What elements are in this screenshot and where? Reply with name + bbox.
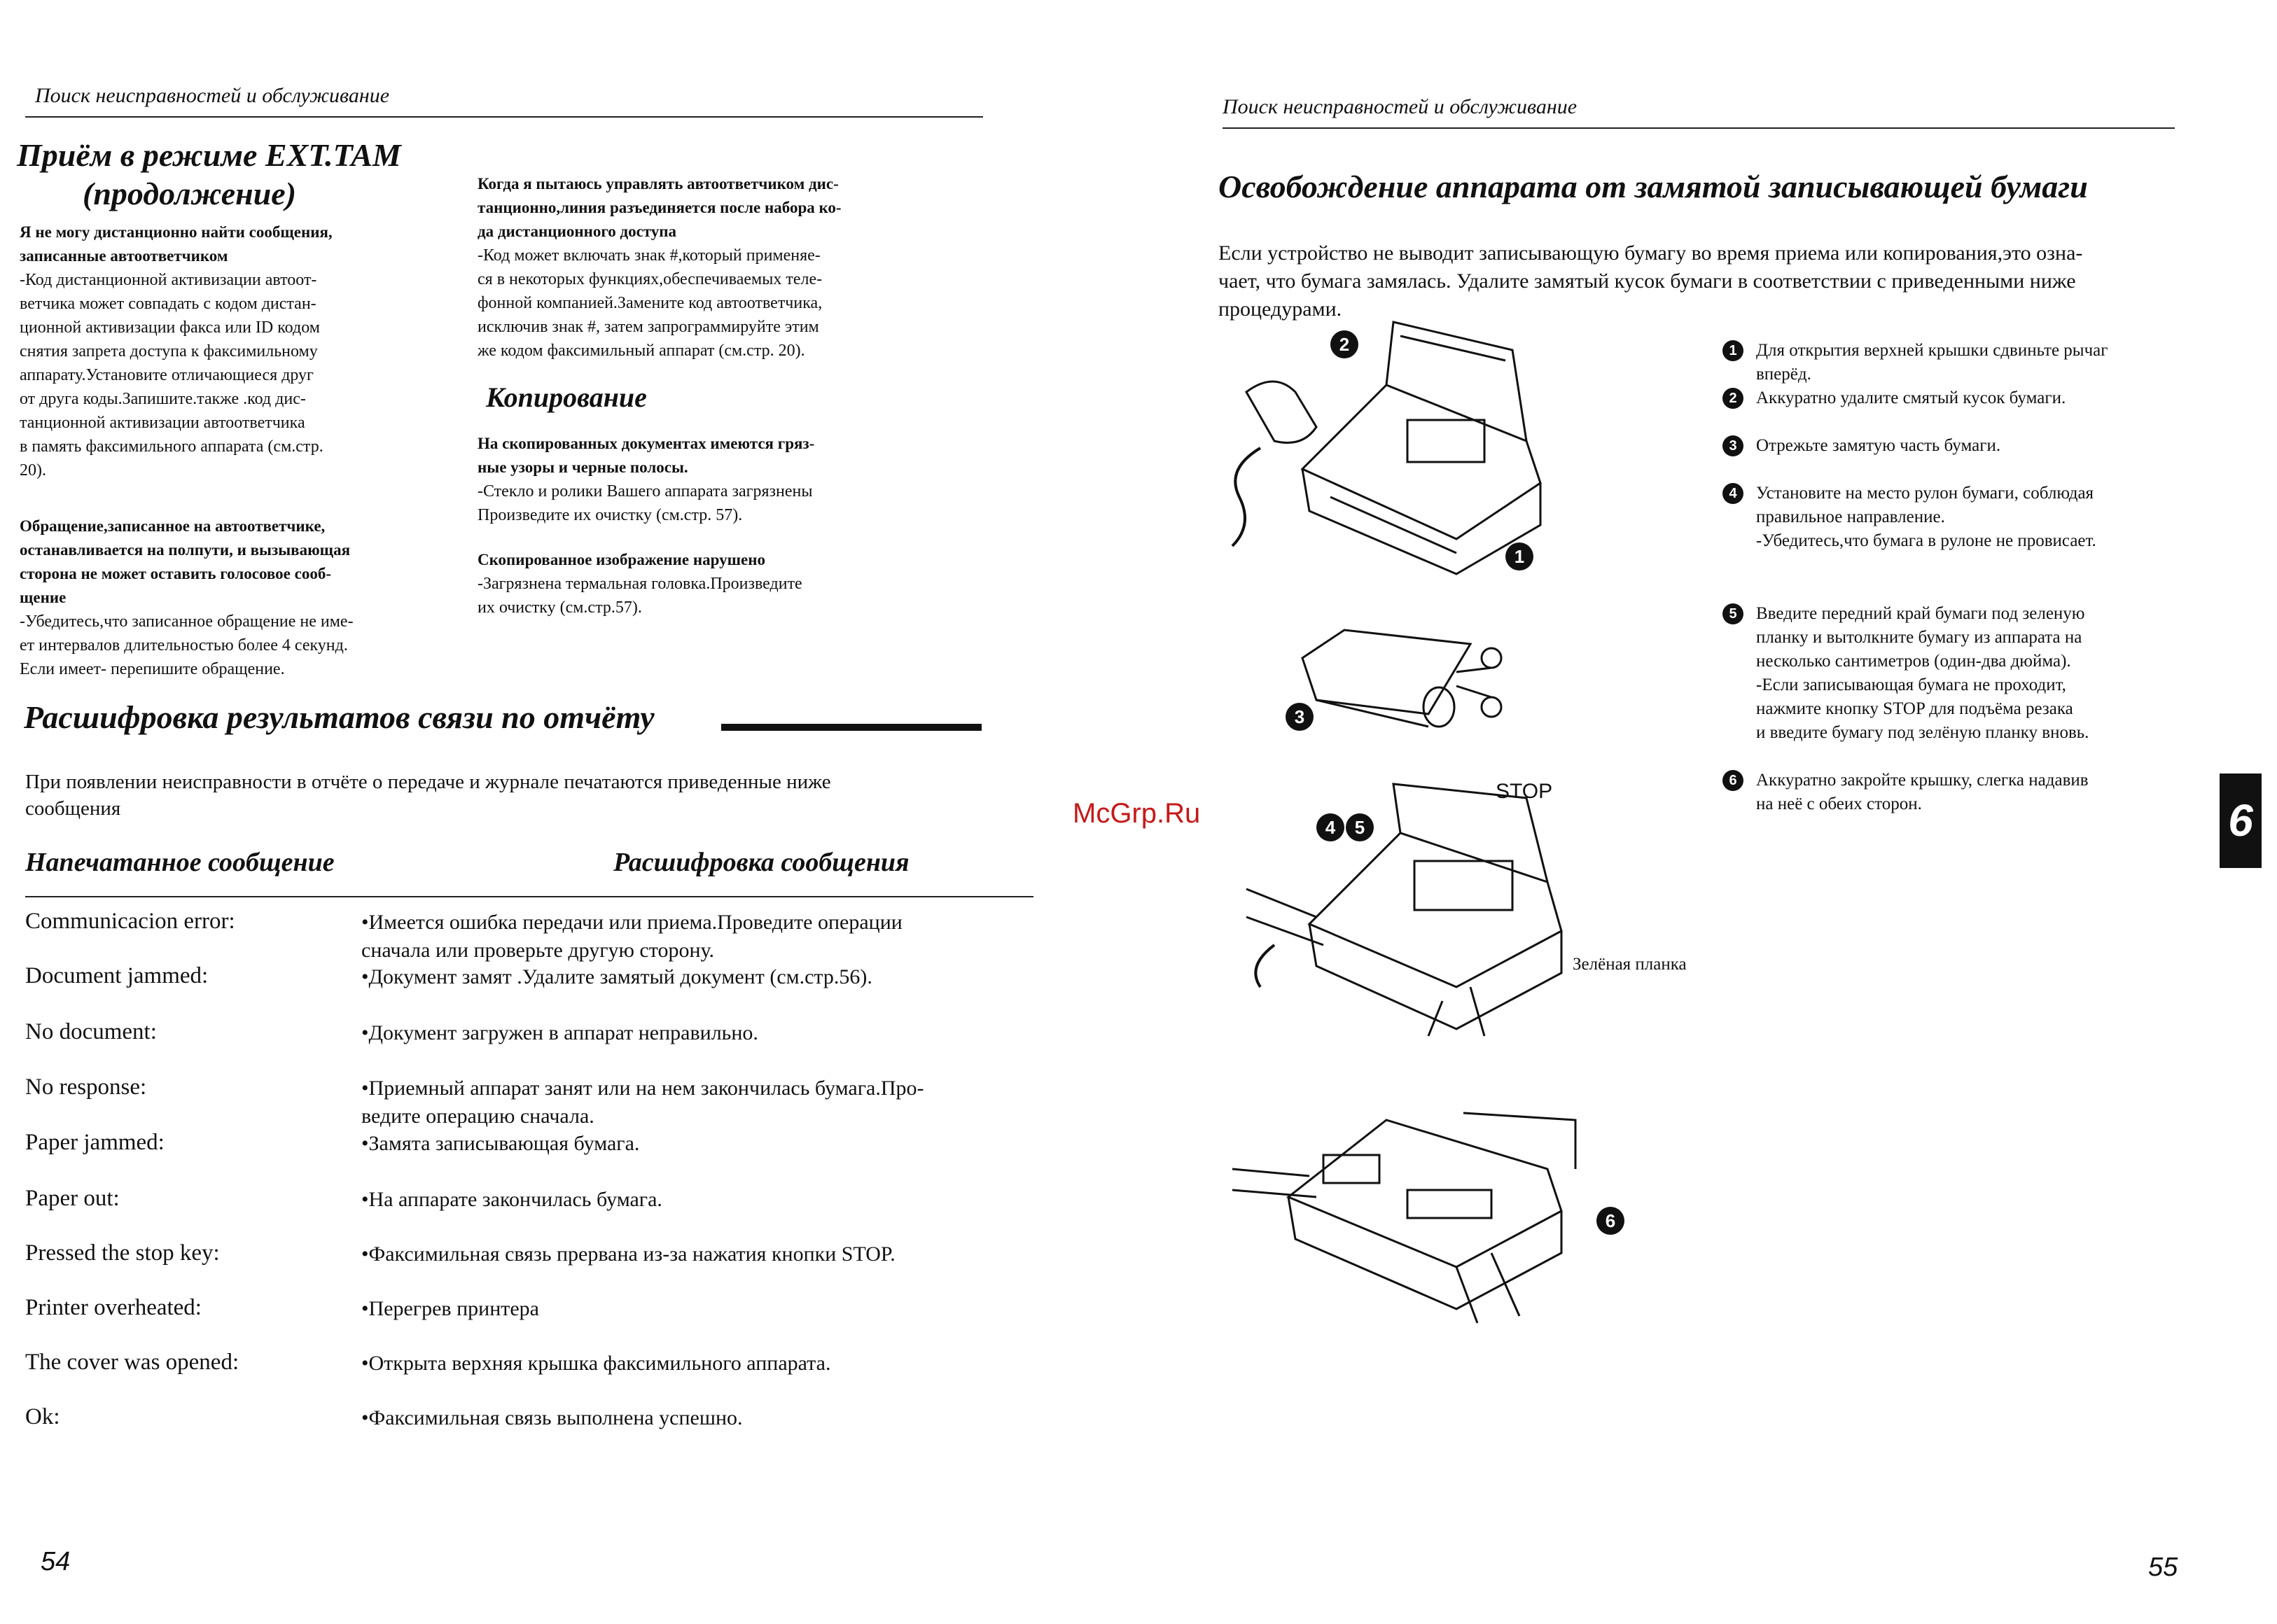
section-title-copying: Копирование <box>486 382 647 413</box>
step-number: 2 <box>1722 388 1743 409</box>
illustration-close-cover <box>1225 1106 1589 1330</box>
illustration-green-bar <box>1232 777 1582 1043</box>
step-number: 4 <box>1722 483 1743 504</box>
step-number: 5 <box>1722 603 1743 624</box>
paper-jam-intro: Если устройство не выводит записывающую бумагу во время приема или копирования,это озна- чает, что бумага замялась. Удалите замятый кусок бумаги в соответствии с приведенными ниже процедурами. <box>1218 241 2083 321</box>
step-number: 1 <box>1722 340 1743 361</box>
left-column-2 <box>478 172 940 620</box>
section-title-paper-jam: Освобождение аппарата от замятой записывающей бумаги <box>1218 169 2088 204</box>
step-2: 2 Аккуратно удалите смятый кусок бумаги. <box>1722 386 2246 410</box>
step-3: 3 Отрежьте замятую часть бумаги. <box>1722 434 2246 458</box>
question-heading-distorted-copy: Скопированное изображение нарушено <box>478 551 765 568</box>
answer-greeting-stops: -Убедитесь,что записанное обращение не име- ет интервалов длительностью более 4 секунд. Если имеет- перепишите обращение. <box>20 612 354 678</box>
step-1: 1 Для открытия верхней крышки сдвиньте рычаг вперёд. <box>1722 339 2246 386</box>
section-title-ext-tam-continued: (продолжение) <box>83 176 297 211</box>
left-header-rule <box>25 116 983 118</box>
step-5: 5 Введите передний край бумаги под зеленую планку и вытолкните бумагу из аппарата на несколько сантиметров (один-два дюйма). -Если записывающая бумага не проходит, нажмите кнопку STOP для подъёма резака и введите бумагу под зелёную планку вновь. <box>1722 602 2246 745</box>
right-page-number: 55 <box>2148 1553 2178 1582</box>
right-page-header: Поиск неисправностей и обслуживание <box>1223 95 1578 118</box>
column-header-printed-message: Напечатанное сообщение <box>25 848 335 877</box>
step-number: 6 <box>1722 770 1743 791</box>
watermark: McGrp.Ru <box>1073 798 1201 829</box>
question-heading-greeting-stops: Обращение,записанное на автоответчике, останавливается на полпути, и вызывающая сторона не может оставить голосовое сооб- щение <box>20 517 351 606</box>
table-header-rule <box>25 896 1033 897</box>
title-underline-bar <box>721 724 982 731</box>
figure-callout-1: 1 <box>1505 542 1533 570</box>
figure-callout-6: 6 <box>1596 1207 1624 1235</box>
figure-callout-2: 2 <box>1330 330 1358 358</box>
figure-callout-4: 4 <box>1316 813 1344 841</box>
step-6: 6 Аккуратно закройте крышку, слегка надавив на неё с обеих сторон. <box>1722 769 2246 816</box>
question-heading-dirty-copies: На скопированных документах имеются гряз- ные узоры и черные полосы. <box>478 435 815 476</box>
left-column-1 <box>20 220 468 681</box>
left-page-number: 54 <box>41 1547 71 1576</box>
column-header-decoded-message: Расшифровка сообщения <box>613 848 910 877</box>
answer-dirty-copies: -Стекло и ролики Вашего аппарата загрязнены Произведите их очистку (см.стр. 57). <box>478 482 813 524</box>
answer-line-disconnects: -Код может включать знак #,который применяе- ся в некоторых функциях,обеспечиваемых теле- фонной компанией.Замените код автоответчика, исключив знак #, затем запрограммируйте этим же кодом факсимильный аппарат (см.стр. 20). <box>478 246 823 360</box>
illustration-paper-roll <box>1288 616 1540 742</box>
left-page-header: Поиск неисправностей и обслуживание <box>35 84 390 107</box>
question-heading-line-disconnects: Когда я пытаюсь управлять автоответчиком дис- танционно,линия разъединяется после набора ко- да дистанционного доступа <box>478 175 842 240</box>
step-number: 3 <box>1722 435 1743 456</box>
section-title-report-decoding: Расшифровка результатов связи по отчёту <box>24 699 655 735</box>
answer-distorted-copy: -Загрязнена термальная головка.Произведите их очистку (см.стр.57). <box>478 575 802 617</box>
question-heading-remote-messages: Я не могу дистанционно найти сообщения, записанные автоответчиком <box>20 223 333 265</box>
answer-remote-messages: -Код дистанционной активизации автоот- ветчика может совпадать с кодом дистан- ционной активизации факса или ID кодом снятия запрета доступа к факсимильному аппарату.Установите отличающиеся друг от друга коды.Запишите.также .код дис- танционной активизации автоответчика в память факсимильного аппарата (см.стр. 20). <box>20 271 323 479</box>
chapter-tab: 6 <box>2220 774 2262 868</box>
right-header-rule <box>1223 127 2175 129</box>
green-bar-label: Зелёная планка <box>1573 955 1687 974</box>
figure-callout-3: 3 <box>1286 703 1314 731</box>
step-4: 4 Установите на место рулон бумаги, соблюдая правильное направление. -Убедитесь,что бумага в рулоне не провисает. <box>1722 482 2246 553</box>
section-title-ext-tam: Приём в режиме EXT.TAM <box>17 137 401 173</box>
report-intro: При появлении неисправности в отчёте о передаче и журнале печатаются приведенные ниже сообщения <box>25 771 831 820</box>
stop-key-label: STOP <box>1496 780 1553 803</box>
figure-callout-5: 5 <box>1346 813 1374 841</box>
